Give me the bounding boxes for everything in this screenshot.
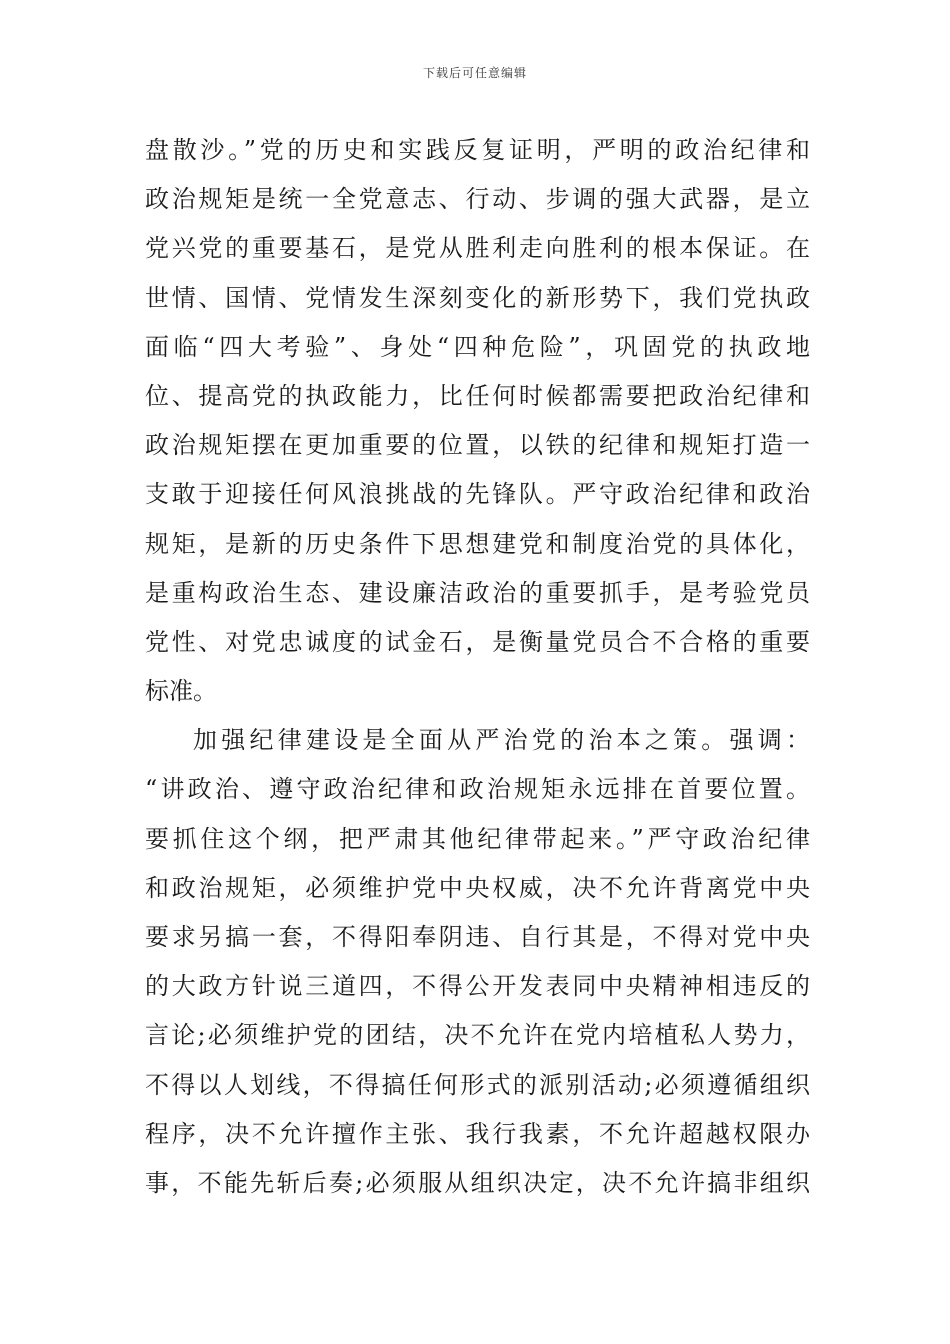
page-header: 下载后可任意编辑: [422, 66, 527, 80]
text-line: 政治规矩摆在更加重要的位置，以铁的纪律和规矩打造一: [145, 431, 810, 460]
text-line: 言论;必须维护党的团结，决不允许在党内培植私人势力，: [145, 1021, 810, 1050]
text-line: 不得以人划线，不得搞任何形式的派别活动;必须遵循组织: [145, 1070, 810, 1099]
text-line: 党性、对党忠诚度的试金石，是衡量党员合不合格的重要: [145, 627, 810, 656]
text-line: 党兴党的重要基石，是党从胜利走向胜利的根本保证。在: [145, 234, 810, 263]
text-line: 面临“四大考验”、身处“四种危险”，巩固党的执政地: [145, 332, 810, 361]
text-line: 程序，决不允许擅作主张、我行我素，不允许超越权限办: [145, 1119, 810, 1148]
text-line: 世情、国情、党情发生深刻变化的新形势下，我们党执政: [145, 283, 810, 312]
text-line: 和政治规矩，必须维护党中央权威，决不允许背离党中央: [145, 873, 810, 902]
text-line: 是重构政治生态、建设廉洁政治的重要抓手，是考验党员: [145, 578, 810, 607]
text-line: 支敢于迎接任何风浪挑战的先锋队。严守政治纪律和政治: [145, 480, 810, 509]
text-line: 要求另搞一套，不得阳奉阴违、自行其是，不得对党中央: [145, 923, 810, 951]
text-line: 规矩，是新的历史条件下思想建党和制度治党的具体化，: [145, 529, 810, 558]
text-line: 事，不能先斩后奏;必须服从组织决定，决不允许搞非组织: [145, 1168, 810, 1197]
text-line: 盘散沙。”党的历史和实践反复证明，严明的政治纪律和: [145, 136, 810, 164]
text-line: 标准。: [145, 677, 217, 706]
text-line: 位、提高党的执政能力，比任何时候都需要把政治纪律和: [145, 381, 810, 410]
body-text: [145, 126, 810, 1208]
text-line: “讲政治、遵守政治纪律和政治规矩永远排在首要位置。: [145, 775, 810, 804]
text-line: 加强纪律建设是全面从严治党的治本之策。强调：: [193, 726, 810, 755]
text-line: 政治规矩是统一全党意志、行动、步调的强大武器，是立: [145, 185, 810, 214]
text-line: 要抓住这个纲，把严肃其他纪律带起来。”严守政治纪律: [145, 824, 810, 853]
text-line: 的大政方针说三道四，不得公开发表同中央精神相违反的: [145, 972, 810, 1001]
